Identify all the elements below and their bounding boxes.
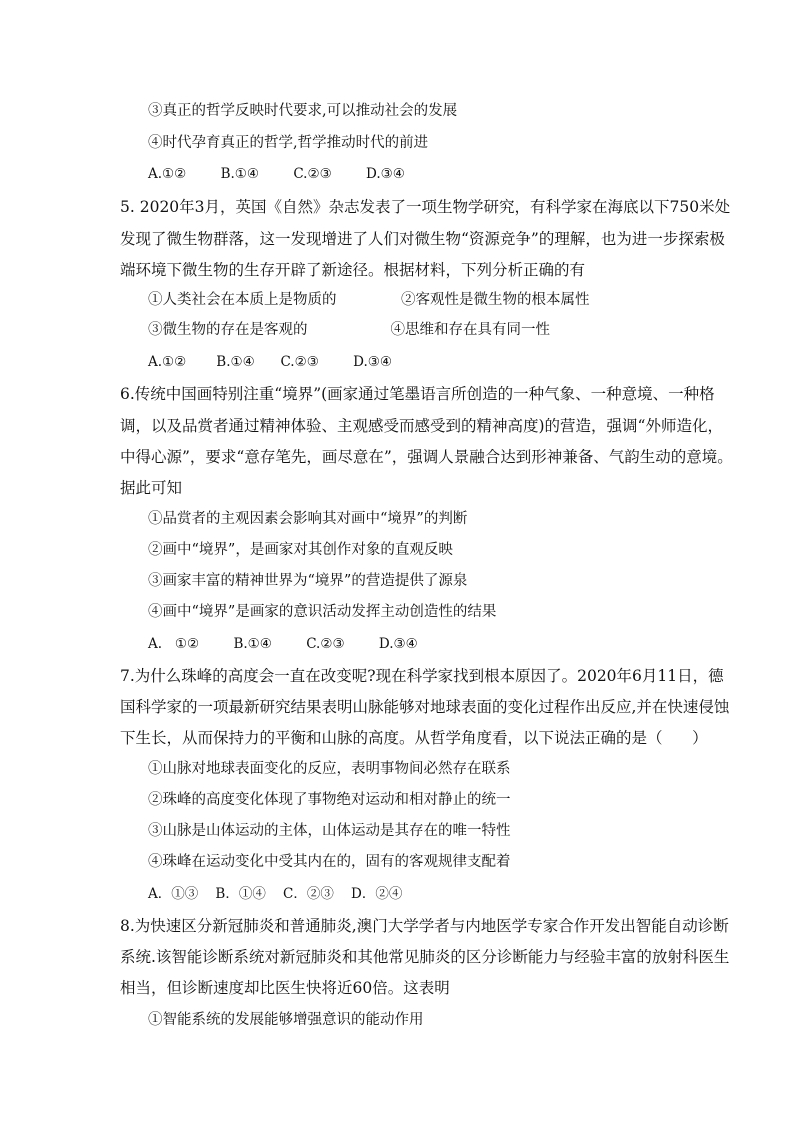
answer-choices: A. ①② B.①④ C.②③ D.③④: [148, 636, 418, 652]
question-7-text: 7.为什么珠峰的高度会一直在改变呢?现在科学家找到根本原因了。2020年6月11日，德: [120, 667, 724, 685]
question-8-text: 8.为快速区分新冠肺炎和普通肺炎,澳门大学学者与内地医学专家合作开发出智能自动诊断: [120, 917, 729, 935]
option-line: ③微生物的存在是客观的 ④思维和存在具有同一性: [148, 322, 550, 338]
option-line: ①智能系统的发展能够增强意识的能动作用: [148, 1012, 424, 1028]
question-5-text: 发现了微生物群落，这一发现增进了人们对微生物“资源竞争”的理解，也为进一步探索极: [120, 230, 725, 248]
question-6-text: 6.传统中国画特别注重“境界”(画家通过笔墨语言所创造的一种气象、一种意境、一种格: [120, 385, 715, 403]
option-line: ③画家丰富的精神世界为“境界”的营造提供了源泉: [148, 573, 468, 589]
question-8-text: 相当，但诊断速度却比医生快将近60倍。这表明: [120, 979, 450, 997]
question-7-text: 下生长，从而保持力的平衡和山脉的高度。从哲学角度看，以下说法正确的是（ ）: [120, 729, 708, 747]
question-8-text: 系统.该智能诊断系统对新冠肺炎和其他常见肺炎的区分诊断能力与经验丰富的放射科医生: [120, 948, 730, 966]
option-line: ②画中“境界”，是画家对其创作对象的直观反映: [148, 542, 453, 558]
answer-choices: A．①③ B．①④ C．②③ D．②④: [148, 886, 403, 902]
question-5-text: 端环境下微生物的生存开辟了新途径。根据材料，下列分析正确的有: [120, 261, 586, 279]
option-line: ①山脉对地球表面变化的反应，表明事物间必然存在联系: [148, 761, 511, 777]
answer-choices: A.①② B.①④ C.②③ D.③④: [148, 166, 405, 182]
question-6-text: 调，以及品赏者通过精神体验、主观感受而感受到的精神高度)的营造，强调“外师造化，: [120, 417, 723, 435]
answer-choices: A.①② B.①④ C.②③ D.③④: [148, 354, 392, 370]
option-line: ①品赏者的主观因素会影响其对画中“境界”的判断: [148, 511, 468, 527]
question-6-text: 据此可知: [120, 479, 183, 497]
option-line: ①人类社会在本质上是物质的 ②客观性是微生物的根本属性: [148, 292, 590, 308]
option-line: ②珠峰的高度变化体现了事物绝对运动和相对静止的统一: [148, 792, 511, 808]
option-line: ④时代孕育真正的哲学,哲学推动时代的前进: [148, 135, 429, 151]
option-line: ③山脉是山体运动的主体，山体运动是其存在的唯一特性: [148, 823, 511, 839]
question-7-text: 国科学家的一项最新研究结果表明山脉能够对地球表面的变化过程作出反应,并在快速侵蚀: [120, 698, 730, 716]
option-line: ④画中“境界”是画家的意识活动发挥主动创造性的结果: [148, 604, 497, 620]
question-6-text: 中得心源”，要求“意存笔先，画尽意在”，强调人景融合达到形神兼备、气韵生动的意境。: [120, 448, 733, 466]
option-line: ③真正的哲学反映时代要求,可以推动社会的发展: [148, 103, 458, 119]
option-line: ④珠峰在运动变化中受其内在的，固有的客观规律支配着: [148, 854, 511, 870]
question-5-text: 5. 2020年3月，英国《自然》杂志发表了一项生物学研究，有科学家在海底以下750米处: [120, 198, 731, 216]
